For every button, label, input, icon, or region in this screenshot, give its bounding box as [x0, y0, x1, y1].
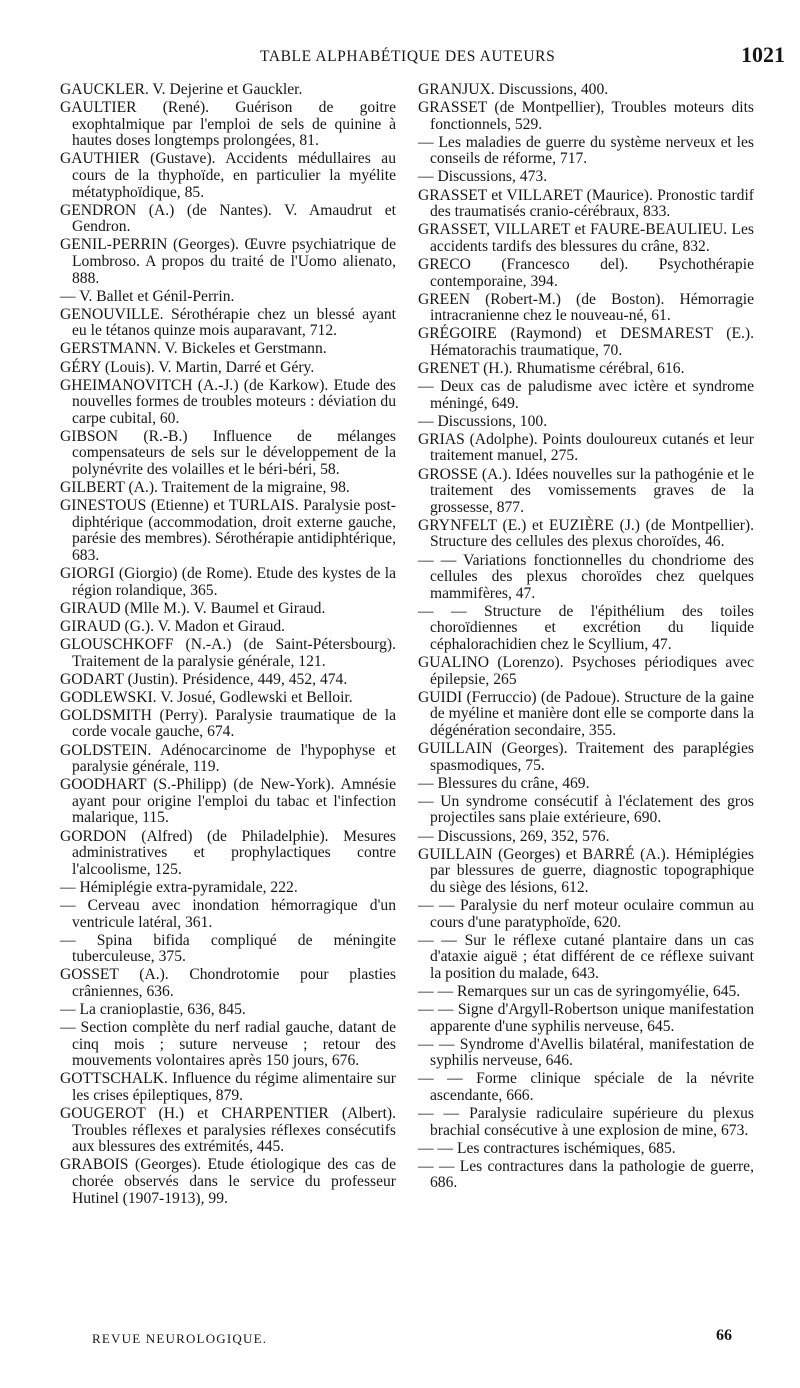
index-entry: GOTTSCHALK. Influence du régime alimentaire sur les crises épileptiques, 879.: [60, 1070, 396, 1104]
index-entry: — Discussions, 100.: [418, 412, 548, 430]
index-entry: GOUGEROT (H.) et CHARPENTIER (Albert). Troubles réflexes et paralysies réflexes consécutifs aux blessures des extrémités, 445.: [60, 1105, 396, 1156]
index-entry: — — Sur le réflexe cutané plantaire dans un cas d'ataxie aiguë ; état différent de ce réflexe suivant la position du malade, 643.: [418, 931, 754, 982]
page-number: 1021: [741, 42, 785, 67]
index-entry: — Discussions, 269, 352, 576.: [418, 827, 610, 845]
journal-name: REVUE NEUROLOGIQUE.: [92, 1331, 268, 1346]
index-entry: GRABOIS (Georges). Etude étiologique des cas de chorée observés dans le service du professeur Hutinel (1907-1913), 99.: [60, 1156, 396, 1207]
running-title: TABLE ALPHABÉTIQUE DES AUTEURS: [260, 48, 556, 65]
index-entry: GUIDI (Ferruccio) (de Padoue). Structure de la gaine de myéline et manière dont elle se comporte dans la dégénération secondaire, 355.: [418, 688, 754, 739]
index-entry: GRYNFELT (E.) et EUZIÈRE (J.) (de Montpellier). Structure des cellules des plexus choroïdes, 46.: [418, 516, 754, 551]
index-entry: GIRAUD (Mlle M.). V. Baumel et Giraud.: [60, 599, 326, 617]
index-entry: — Blessures du crâne, 469.: [418, 774, 590, 792]
index-entry: GENDRON (A.) (de Nantes). V. Amaudrut et Gendron.: [60, 201, 396, 236]
page-footer: [92, 1327, 732, 1349]
index-entry: — — Signe d'Argyll-Robertson unique manifestation apparente d'une syphilis nerveuse, 645.: [418, 1000, 754, 1035]
index-entry: GRASSET et VILLARET (Maurice). Pronostic tardif des traumatisés cranio-cérébraux, 833.: [418, 186, 754, 221]
index-entry: — La cranioplastie, 636, 845.: [60, 1000, 246, 1018]
index-entry: — Spina bifida compliqué de méningite tuberculeuse, 375.: [60, 931, 396, 966]
index-entry: — Les maladies de guerre du système nerveux et les conseils de réforme, 717.: [418, 133, 754, 168]
index-entry: GRANJUX. Discussions, 400.: [418, 81, 609, 98]
index-entry: GUILLAIN (Georges) et BARRÉ (A.). Hémiplégies par blessures de guerre, diagnostic topographique du siège des lésions, 612.: [418, 845, 754, 896]
index-entry: GINESTOUS (Etienne) et TURLAIS. Paralysie post-diphtérique (accommodation, droit externe gauche, parésie des membres). Sérothérapie antidiphtérique, 683.: [60, 497, 396, 565]
index-entry: GUALINO (Lorenzo). Psychoses périodiques avec épilepsie, 265: [418, 654, 754, 688]
index-entry: — — Paralysie radiculaire supérieure du plexus brachial consécutive à une explosion de mine, 673.: [418, 1105, 754, 1139]
index-entry: GRASSET, VILLARET et FAURE-BEAULIEU. Les accidents tardifs des blessures du crâne, 832.: [418, 221, 754, 255]
index-entry: GRASSET (de Montpellier), Troubles moteurs dits fonctionnels, 529.: [418, 99, 754, 133]
index-entry: GILBERT (A.). Traitement de la migraine, 98.: [60, 479, 350, 497]
index-entry: — — Variations fonctionnelles du chondriome des cellules des plexus choroïdes chez quelques mammifères, 47.: [418, 551, 754, 602]
index-entry: — — Structure de l'épithélium des toiles choroïdiennes et excrétion du liquide céphalorachidien chez le Scyllium, 47.: [418, 602, 754, 653]
page-header: [60, 42, 785, 78]
index-entry: GERSTMANN. V. Bickeles et Gerstmann.: [60, 340, 327, 358]
index-entry: GAUCKLER. V. Dejerine et Gauckler.: [60, 81, 303, 98]
index-entry: — — Syndrome d'Avellis bilatéral, manifestation de syphilis nerveuse, 646.: [418, 1035, 754, 1070]
index-entry: — V. Ballet et Génil-Perrin.: [60, 287, 235, 305]
index-entry: GENIL-PERRIN (Georges). Œuvre psychiatrique de Lombroso. A propos du traité de l'Uomo alienato, 888.: [60, 236, 396, 287]
index-entry: GIRAUD (G.). V. Madon et Giraud.: [60, 617, 286, 635]
index-entry: GROSSE (A.). Idées nouvelles sur la pathogénie et le traitement des vomissements graves de la grossesse, 877.: [418, 465, 754, 516]
right-column: [418, 82, 754, 1194]
index-entry: — Hémiplégie extra-pyramidale, 222.: [60, 878, 298, 896]
index-entry: — Cerveau avec inondation hémorragique d'un ventricule latéral, 361.: [60, 896, 396, 931]
index-entry: — — Les contractures ischémiques, 685.: [418, 1139, 676, 1157]
index-entry: GODART (Justin). Présidence, 449, 452, 474.: [60, 670, 348, 688]
index-entry: GAULTIER (René). Guérison de goitre exophtalmique par l'emploi de sels de quinine à hautes doses longtemps prolongées, 81.: [60, 99, 396, 150]
index-entry: GLOUSCHKOFF (N.-A.) (de Saint-Pétersbourg). Traitement de la paralysie générale, 121.: [60, 636, 396, 670]
index-entry: GOSSET (A.). Chondrotomie pour plasties crâniennes, 636.: [60, 966, 396, 1000]
index-entry: — — Les contractures dans la pathologie de guerre, 686.: [418, 1157, 754, 1192]
index-entry: — — Paralysie du nerf moteur oculaire commun au cours d'une paratyphoïde, 620.: [418, 896, 754, 931]
index-entry: GOLDSMITH (Perry). Paralysie traumatique de la corde vocale gauche, 674.: [60, 706, 396, 741]
index-entry: GÉRY (Louis). V. Martin, Darré et Géry.: [60, 358, 315, 376]
index-entry: GRIAS (Adolphe). Points douloureux cutanés et leur traitement manuel, 275.: [418, 430, 754, 465]
index-entry: GORDON (Alfred) (de Philadelphie). Mesures administratives et prophylactiques contre l'alcoolisme, 125.: [60, 827, 396, 878]
index-entry: GRENET (H.). Rhumatisme cérébral, 616.: [418, 360, 685, 377]
index-entry: GOLDSTEIN. Adénocarcinome de l'hypophyse et paralysie générale, 119.: [60, 741, 396, 776]
index-entry: GIBSON (R.-B.) Influence de mélanges compensateurs de sels sur le développement de la polynévrite des volailles et le béri-béri, 58.: [60, 427, 396, 479]
index-entry: GREEN (Robert-M.) (de Boston). Hémorragie intracranienne chez le nouveau-né, 61.: [418, 290, 754, 325]
index-entry: — Un syndrome consécutif à l'éclatement des gros projectiles sans plaie extérieure, 690.: [418, 792, 754, 827]
index-entry: — Discussions, 473.: [418, 168, 548, 186]
index-entry: GENOUVILLE. Sérothérapie chez un blessé ayant eu le tétanos quinze mois auparavant, 712.: [60, 305, 396, 340]
index-entry: GUILLAIN (Georges). Traitement des paraplégies spasmodiques, 75.: [418, 740, 754, 774]
left-column: [60, 82, 396, 1209]
index-entry: GHEIMANOVITCH (A.-J.) (de Karkow). Etude des nouvelles formes de troubles moteurs : déviation du carpe cubital, 60.: [60, 376, 396, 427]
index-entry: GIORGI (Giorgio) (de Rome). Etude des kystes de la région rolandique, 365.: [60, 565, 396, 599]
index-entry: GODLEWSKI. V. Josué, Godlewski et Belloir.: [60, 688, 353, 706]
index-entry: GAUTHIER (Gustave). Accidents médullaires au cours de la thyphoïde, en particulier la myélite métatyphoïdique, 85.: [60, 150, 396, 201]
index-entry: — Section complète du nerf radial gauche, datant de cinq mois ; suture nerveuse ; retour des mouvements volontaires après 150 jours, 676.: [60, 1019, 396, 1070]
sheet-number: 66: [716, 1327, 732, 1344]
index-entry: GRÉGOIRE (Raymond) et DESMAREST (E.). Hématorachis traumatique, 70.: [418, 325, 754, 359]
index-entry: GRECO (Francesco del). Psychothérapie contemporaine, 394.: [418, 255, 754, 290]
index-entry: GOODHART (S.-Philipp) (de New-York). Amnésie ayant pour origine l'emploi du tabac et l'infection malarique, 115.: [60, 776, 396, 827]
index-entry: — — Remarques sur un cas de syringomyélie, 645.: [418, 982, 741, 1000]
index-entry: — — Forme clinique spéciale de la névrite ascendante, 666.: [418, 1070, 754, 1104]
index-entry: — Deux cas de paludisme avec ictère et syndrome méningé, 649.: [418, 378, 754, 412]
